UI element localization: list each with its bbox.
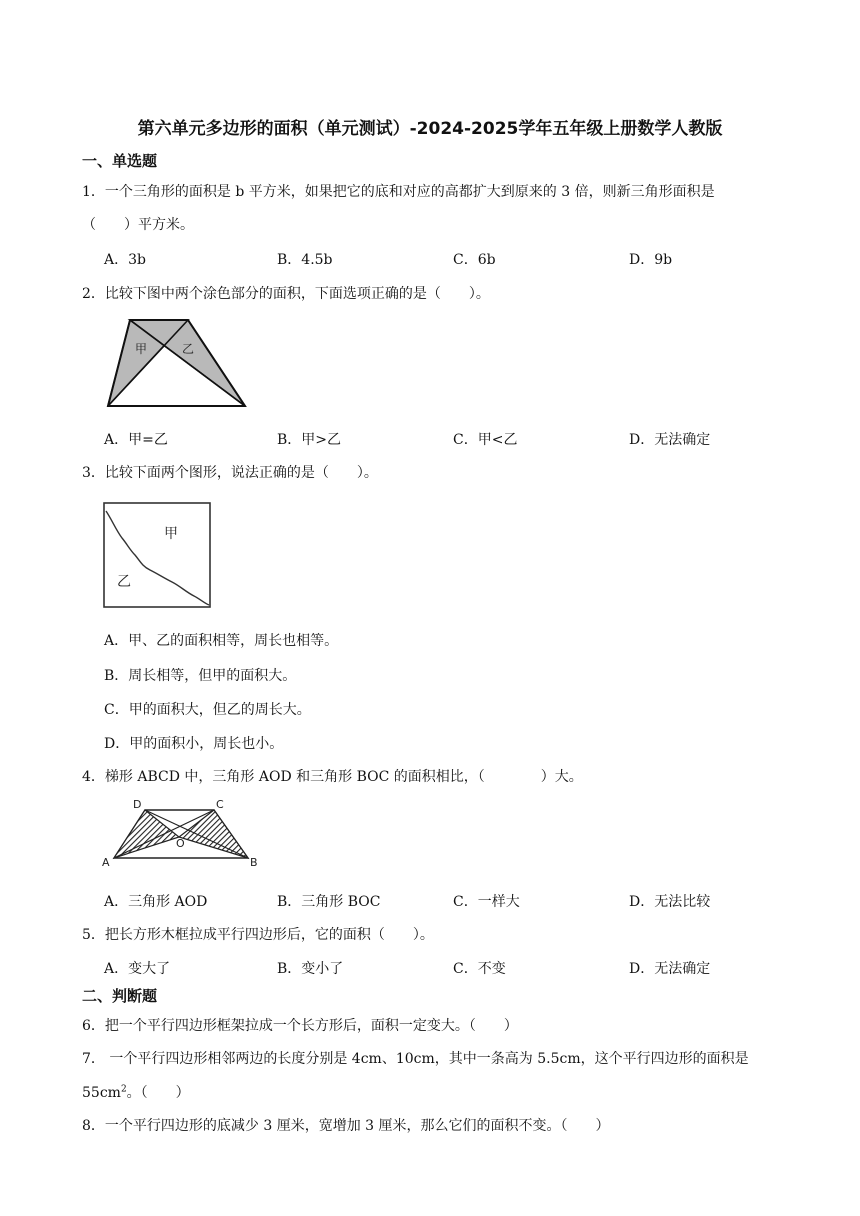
question-4-text: 4．梯形 ABCD 中，三角形 AOD 和三角形 BOC 的面积相比，（ ）大。 [82, 769, 583, 785]
q4-option-d: D．无法比较 [629, 894, 711, 910]
q5-option-a: A．变大了 [104, 961, 171, 977]
q2-option-a: A．甲=乙 [104, 432, 168, 448]
label-yi: 乙 [117, 574, 131, 590]
q3-option-c: C．甲的面积大，但乙的周长大。 [104, 702, 311, 718]
q1-option-a: A．3b [104, 252, 146, 268]
question-1-text-cont: （ ）平方米。 [82, 217, 194, 233]
page-title: 第六单元多边形的面积（单元测试）-2024-2025学年五年级上册数学人教版 [137, 119, 723, 139]
q3-option-b: B．周长相等，但甲的面积大。 [104, 668, 297, 684]
q1-option-c: C．6b [453, 252, 496, 268]
q2-option-c: C．甲<乙 [453, 432, 518, 448]
section-heading-single-choice: 一、单选题 [82, 152, 158, 170]
q5-option-d: D．无法确定 [629, 961, 711, 977]
square-figure [102, 500, 214, 612]
trapezoid-abcd-figure [100, 796, 262, 872]
label-yi: 乙 [182, 342, 195, 356]
label-a: A [102, 856, 110, 869]
q4-option-a: A．三角形 AOD [104, 894, 208, 910]
label-o: O [176, 837, 185, 850]
question-6-text: 6．把一个平行四边形框架拉成一个长方形后，面积一定变大。（ ） [82, 1018, 518, 1034]
question-3-text: 3．比较下面两个图形，说法正确的是（ ）。 [82, 465, 378, 481]
triangle-boc [179, 810, 248, 858]
q5-option-b: B．变小了 [277, 961, 344, 977]
label-jia: 甲 [135, 342, 148, 356]
triangle-aod [114, 810, 179, 858]
q3-option-d: D．甲的面积小，周长也小。 [104, 736, 284, 752]
q2-option-b: B．甲>乙 [277, 432, 342, 448]
question-8-text: 8．一个平行四边形的底减少 3 厘米，宽增加 3 厘米，那么它们的面积不变。（ ） [82, 1118, 610, 1134]
trapezoid-figure [102, 316, 250, 410]
question-7-text-cont: $55cm^2$。（ ） [82, 1084, 190, 1101]
label-b: B [250, 856, 258, 869]
question-2-text: 2．比较下图中两个涂色部分的面积，下面选项正确的是（ ）。 [82, 286, 490, 302]
label-c: C [216, 798, 224, 811]
question-7-text: 7． 一个平行四边形相邻两边的长度分别是 4cm、10cm，其中一条高为 5.5cm，这个平行四边形的面积是 [82, 1051, 749, 1067]
question-5-text: 5．把长方形木框拉成平行四边形后，它的面积（ ）。 [82, 927, 434, 943]
label-d: D [133, 798, 142, 811]
q2-option-d: D．无法确定 [629, 432, 711, 448]
q4-option-b: B．三角形 BOC [277, 894, 381, 910]
question-1-text: 1．一个三角形的面积是 b 平方米，如果把它的底和对应的高都扩大到原来的 3 倍，则新三角形面积是 [82, 184, 715, 200]
section-heading-judgement: 二、判断题 [82, 987, 158, 1005]
q1-option-d: D．9b [629, 252, 673, 268]
q4-option-c: C．一样大 [453, 894, 520, 910]
q3-option-a: A．甲、乙的面积相等，周长也相等。 [104, 633, 339, 649]
q1-option-b: B．4.5b [277, 252, 333, 268]
label-jia: 甲 [164, 526, 178, 542]
q5-option-c: C．不变 [453, 961, 506, 977]
